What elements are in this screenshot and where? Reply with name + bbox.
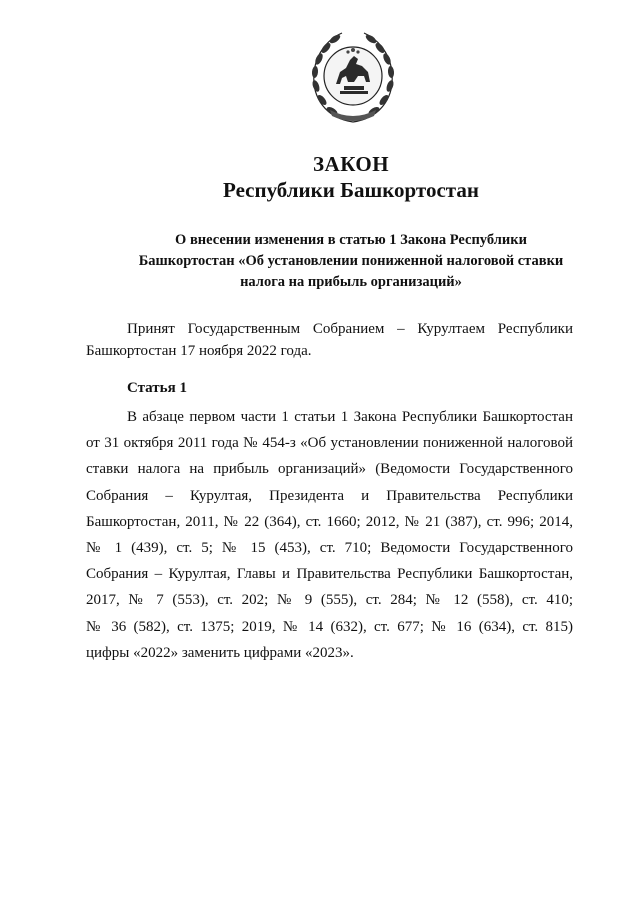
article-line: № 36 (582), ст. 1375; 2019, № 14 (632), ст. 677; № 16 (634), ст. 815) [86,618,573,635]
article-line: № 1 (439), ст. 5; № 15 (453), ст. 710; Ведомости Государственного [86,539,573,556]
article-line: Собрания – Курултая, Президента и Правительства Республики [86,487,573,504]
adoption-line: Башкортостан 17 ноября 2022 года. [86,343,312,359]
coat-of-arms-emblem [306,26,400,126]
article-line: цифры «2022» заменить цифрами «2023». [86,644,354,661]
article-line: от 31 октября 2011 года № 454-з «Об установлении пониженной налоговой [86,435,573,452]
law-subject [0,230,640,293]
subject-line: О внесении изменения в статью 1 Закона Республики [175,232,527,248]
article-line: 2017, № 7 (553), ст. 202; № 9 (555), ст. 284; № 12 (558), ст. 410; [86,592,573,609]
law-jurisdiction: Республики Башкортостан [223,178,479,202]
article-line: ставки налога на прибыль организаций» (Ведомости Государственного [86,461,573,478]
article-line: Башкортостан, 2011, № 22 (364), ст. 1660; 2012, № 21 (387), ст. 996; 2014, [86,513,573,530]
adoption-line: Принят Государственным Собранием – Курултаем Республики [127,321,573,337]
article-line: В абзаце первом части 1 статьи 1 Закона Республики Башкортостан [127,409,573,425]
article-body [86,404,573,666]
article-line: Собрания – Курултая, Главы и Правительства Республики Башкортостан, [86,566,573,583]
subject-line: налога на прибыль организаций» [240,274,462,290]
adoption-statement [86,318,573,362]
subject-line: Башкортостан «Об установлении пониженной налоговой ставки [138,253,564,269]
article-heading: Статья 1 [127,380,187,396]
law-title: ЗАКОН [312,152,390,176]
